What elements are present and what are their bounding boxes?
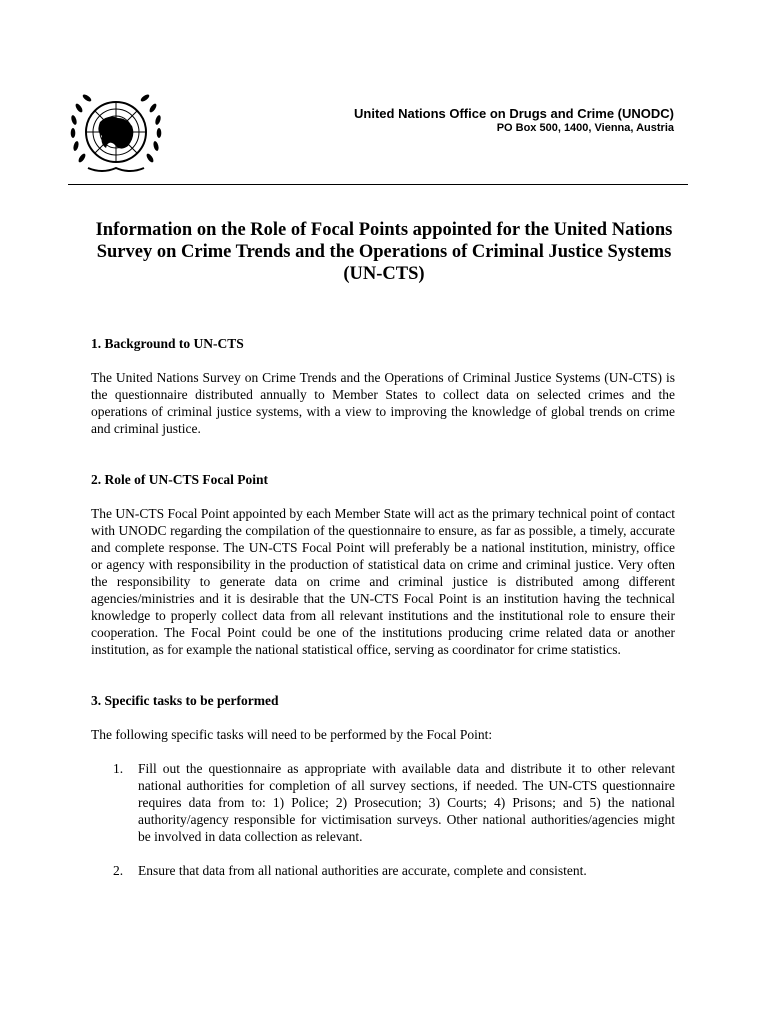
section-heading: 1. Background to UN-CTS (91, 336, 244, 351)
section-role-focal-point (91, 471, 675, 658)
section-background (91, 335, 675, 437)
organization-address: PO Box 500, 1400, Vienna, Austria (496, 122, 674, 134)
un-emblem-logo (62, 88, 170, 180)
document-title: Information on the Role of Focal Points appointed for the United Nations Survey on Crime Trends and the Operations of Criminal Justice Systems (UN-CTS) (95, 220, 673, 284)
section-heading: 3. Specific tasks to be performed (91, 693, 279, 708)
list-item-text: Fill out the questionnaire as appropriate with available data and distribute it to other relevant national authorities for completion of all survey sections, if needed. The UN-CTS questionnaire requires data from to: 1) Police; 2) Prosecution; 3) Courts; 4) Prisons; and 5) the national authority/agency responsible for victimisation surveys. Other national authorities/agencies might be involved in data collection as relevant. (138, 761, 675, 844)
header-divider (68, 184, 688, 185)
list-item-text: Ensure that data from all national authorities are accurate, complete and consistent. (138, 863, 587, 878)
list-item-number: 1. (113, 761, 124, 776)
section-heading: 2. Role of UN-CTS Focal Point (91, 472, 268, 487)
document-body (91, 335, 675, 879)
list-spacer (91, 845, 675, 862)
organization-header (354, 106, 674, 135)
list-item (91, 760, 675, 845)
list-item (91, 862, 675, 879)
section-paragraph: The following specific tasks will need to be performed by the Focal Point: (91, 727, 493, 742)
organization-name: United Nations Office on Drugs and Crime (UNODC) (354, 106, 674, 121)
task-list (91, 760, 675, 879)
list-item-number: 2. (113, 863, 124, 878)
section-paragraph: The United Nations Survey on Crime Trends and the Operations of Criminal Justice Systems (UN-CTS) is the questionnaire distributed annually to Member States to collect data on selected crimes and the operations of criminal justice systems, with a view to improving the knowledge of global trends on crime and criminal justice. (91, 370, 675, 436)
section-specific-tasks (91, 692, 675, 879)
section-paragraph: The UN-CTS Focal Point appointed by each Member State will act as the primary technical point of contact with UNODC regarding the compilation of the questionnaire to ensure, as far as possible, a timely, accurate and complete response. The UN-CTS Focal Point will preferably be a national institution, ministry, office or agency with responsibility in the production of statistical data on crime and criminal justice. Very often the responsibility to generate data on crime and criminal justice is distributed among different agencies/ministries and it is desirable that the UN-CTS Focal Point is an institution having the technical knowledge to properly collect data from all relevant institutions and the institutional role to ensure their cooperation. The Focal Point could be one of the institutions producing crime related data or another institution, as for example the national statistical office, serving as coordinator for crime statistics. (91, 506, 675, 657)
